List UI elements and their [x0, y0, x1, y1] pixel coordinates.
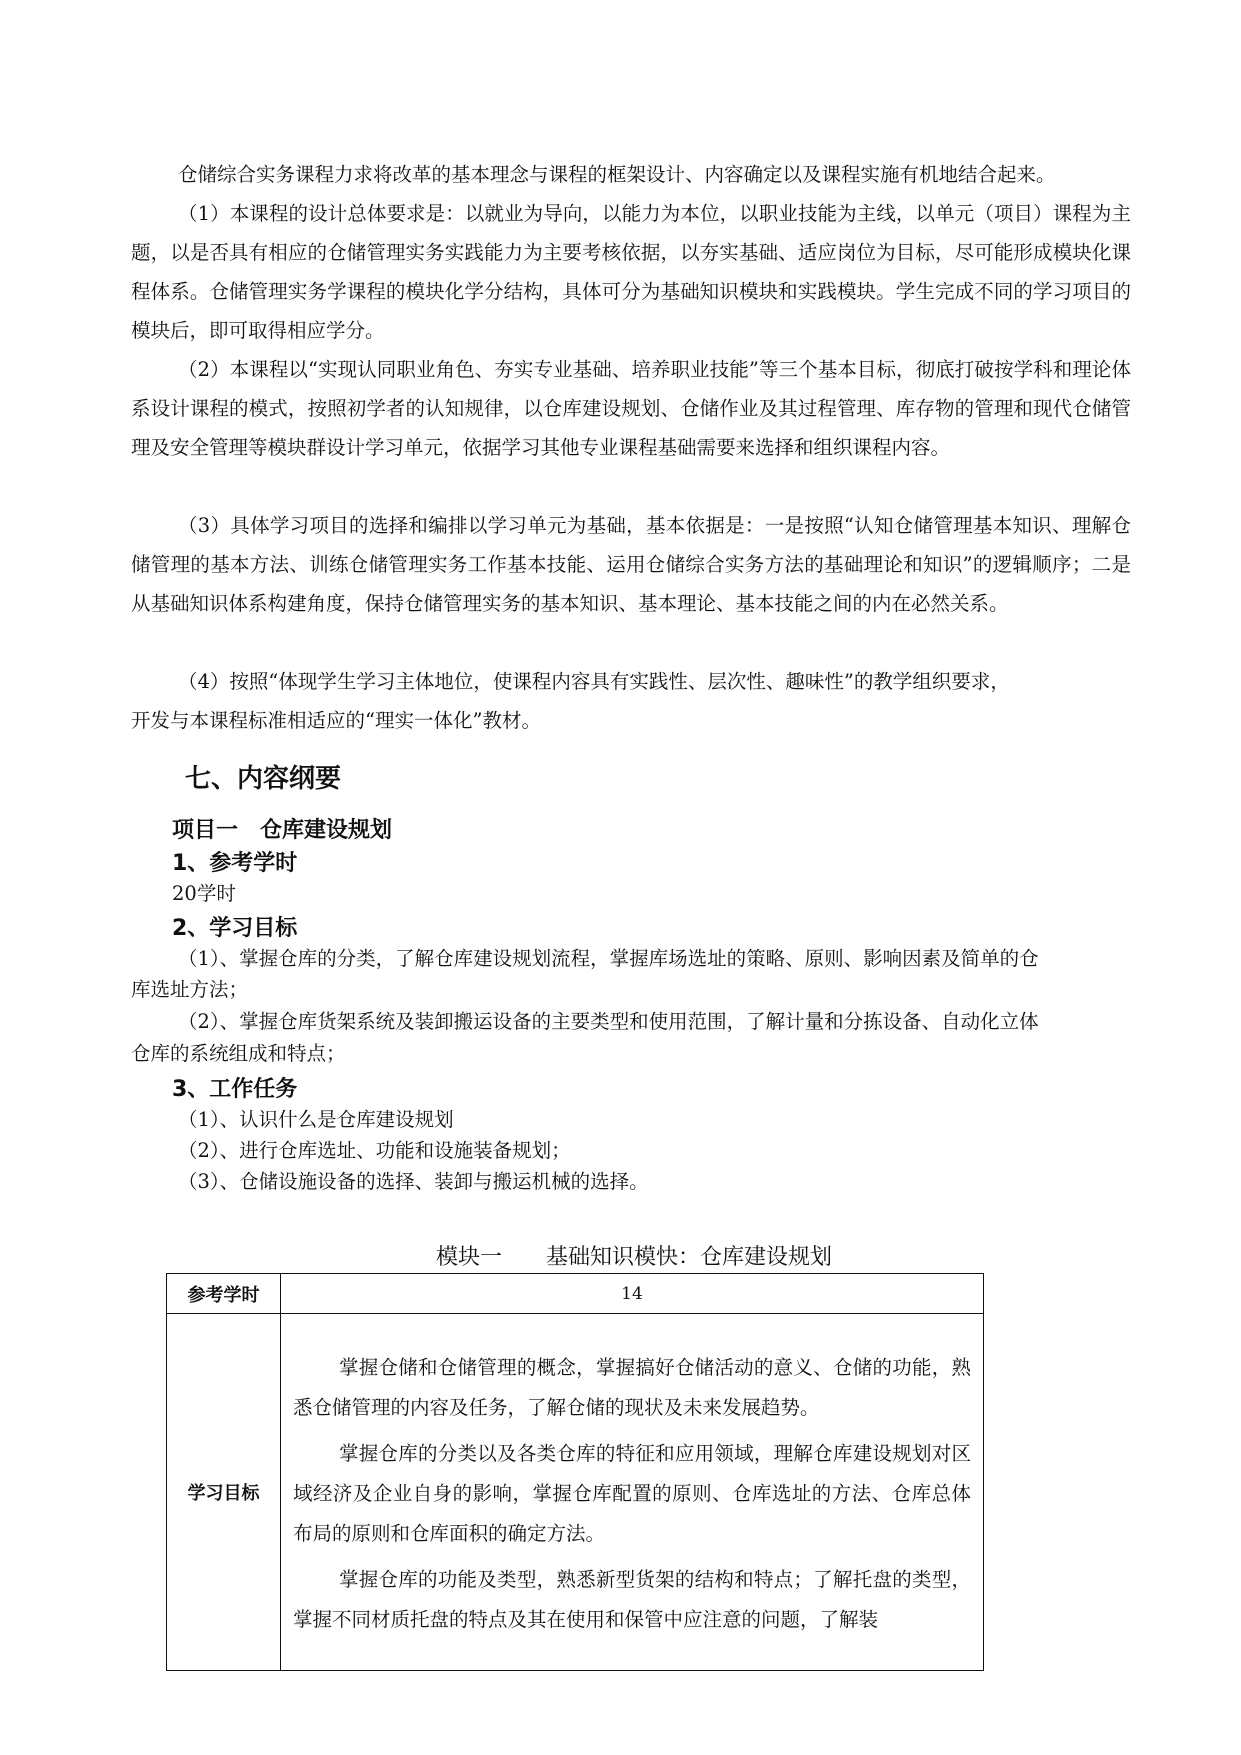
- hours-cell: 14: [281, 1274, 984, 1314]
- goal-item: 库选址方法；: [131, 978, 249, 1001]
- intro-paragraph: （3）具体学习项目的选择和编排以学习单元为基础，基本依据是：一是按照“认知仓储管理基本知识、理解仓储管理的基本方法、训练仓储管理实务工作基本技能、运用仓储综合实务方法的基础理论和知识”的逻辑顺序；二是从基础知识体系构建角度，保持仓储管理实务的基本知识、基本理论、基本技能之间的内在必然关系。: [131, 514, 1131, 615]
- intro-paragraph: 开发与本课程标准相适应的“理实一体化”教材。: [131, 709, 541, 732]
- task-item: （2）、进行仓库选址、功能和设施装备规划；: [178, 1139, 571, 1162]
- module-table-title: 模块一 基础知识模快：仓库建设规划: [436, 1245, 833, 1270]
- goal-item: （1）、掌握仓库的分类，了解仓库建设规划流程，掌握库场选址的策略、原则、影响因素及简单的仓: [178, 947, 1039, 970]
- goals-label: 学习目标: [167, 1314, 281, 1671]
- goal-paragraph: 掌握仓储和仓储管理的概念，掌握搞好仓储活动的意义、仓储的功能，熟悉仓储管理的内容及任务，了解仓储的现状及未来发展趋势。: [293, 1356, 971, 1419]
- project-title: 项目一 仓库建设规划: [172, 818, 393, 843]
- section-heading: 七、内容纲要: [185, 764, 342, 794]
- task-item: （1）、认识什么是仓库建设规划: [178, 1108, 454, 1131]
- goals-heading: 2、学习目标: [172, 916, 298, 941]
- goal-item: 仓库的系统组成和特点；: [131, 1042, 346, 1065]
- intro-paragraph: （2）本课程以“实现认同职业角色、夯实专业基础、培养职业技能”等三个基本目标，彻底打破按学科和理论体系设计课程的模式，按照初学者的认知规律，以仓库建设规划、仓储作业及其过程管理、库存物的管理和现代仓储管理及安全管理等模块群设计学习单元，依据学习其他专业课程基础需要来选择和组织课程内容。: [131, 358, 1131, 459]
- goal-paragraph: 掌握仓库的功能及类型，熟悉新型货架的结构和特点；了解托盘的类型，掌握不同材质托盘的特点及其在使用和保管中应注意的问题，了解装: [293, 1568, 971, 1631]
- table-row: [167, 1314, 984, 1671]
- module-table: [166, 1273, 984, 1671]
- goal-paragraph: 掌握仓库的分类以及各类仓库的特征和应用领域，理解仓库建设规划对区域经济及企业自身的影响，掌握仓库配置的原则、仓库选址的方法、仓库总体布局的原则和仓库面积的确定方法。: [293, 1442, 971, 1545]
- intro-paragraph: 仓储综合实务课程力求将改革的基本理念与课程的框架设计、内容确定以及课程实施有机地结合起来。: [178, 163, 1056, 186]
- table-row: [167, 1274, 984, 1314]
- tasks-heading: 3、工作任务: [172, 1077, 298, 1102]
- hours-value: 20学时: [172, 882, 236, 905]
- intro-paragraph: （4）按照“体现学生学习主体地位，使课程内容具有实践性、层次性、趣味性”的教学组织要求，: [178, 670, 1010, 693]
- goals-cell: [281, 1314, 984, 1671]
- intro-paragraph: （1）本课程的设计总体要求是：以就业为导向，以能力为本位，以职业技能为主线，以单元（项目）课程为主题，以是否具有相应的仓储管理实务实践能力为主要考核依据，以夯实基础、适应岗位为目标，尽可能形成模块化课程体系。仓储管理实务学课程的模块化学分结构，具体可分为基础知识模块和实践模块。学生完成不同的学习项目的模块后，即可取得相应学分。: [131, 202, 1131, 342]
- task-item: （3）、仓储设施设备的选择、装卸与搬运机械的选择。: [178, 1170, 649, 1193]
- hours-label: 参考学时: [167, 1274, 281, 1314]
- goal-item: （2）、掌握仓库货架系统及装卸搬运设备的主要类型和使用范围，了解计量和分拣设备、自动化立体: [178, 1010, 1039, 1033]
- hours-heading: 1、参考学时: [172, 851, 298, 876]
